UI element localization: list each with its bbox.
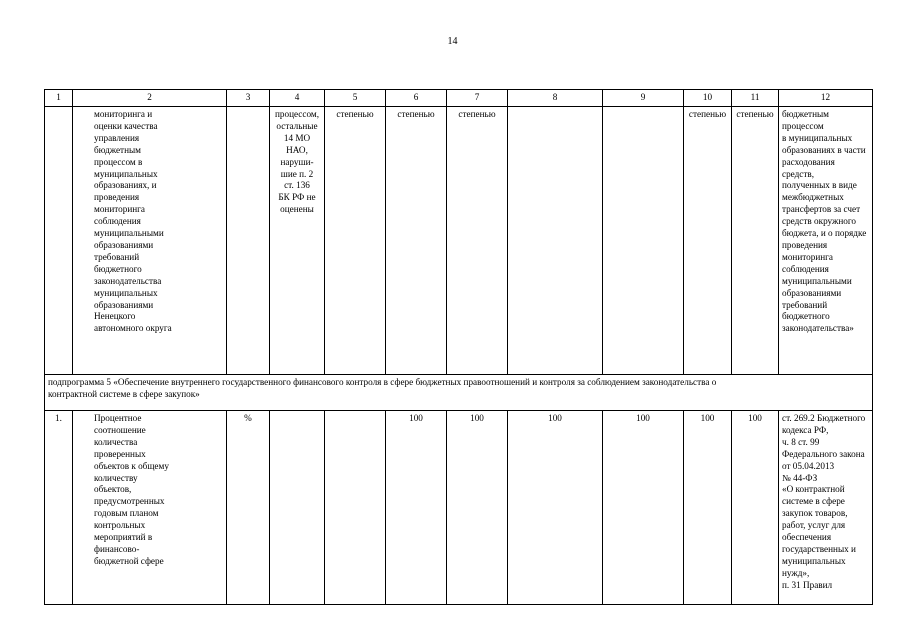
cell-col-5 xyxy=(325,411,386,605)
subprogram-5-title: подпрограмма 5 «Обеспечение внутреннего государственного финансового контроля в сфере бюджетных правоотношений и контроля за соблюдением законодательства о контрактной системе в сфере закупок» xyxy=(45,375,873,411)
header-col-5: 5 xyxy=(325,90,386,107)
header-col-8: 8 xyxy=(508,90,603,107)
header-col-4: 4 xyxy=(270,90,325,107)
cell-col-7: 100 xyxy=(447,411,508,605)
header-col-10: 10 xyxy=(684,90,732,107)
header-col-6: 6 xyxy=(386,90,447,107)
page-number: 14 xyxy=(447,36,458,47)
table-header-row xyxy=(45,90,873,107)
cell-col-4 xyxy=(270,411,325,605)
cell-col-6: 100 xyxy=(386,411,447,605)
cell-col-6: степенью xyxy=(386,107,447,375)
header-col-7: 7 xyxy=(447,90,508,107)
cell-col-11: 100 xyxy=(732,411,779,605)
cell-col-10: 100 xyxy=(684,411,732,605)
header-col-11: 11 xyxy=(732,90,779,107)
cell-number: 1. xyxy=(45,411,73,605)
cell-col-9 xyxy=(603,107,684,375)
header-col-3: 3 xyxy=(227,90,270,107)
cell-legal-basis: ст. 269.2 Бюджетного кодекса РФ, ч. 8 ст. 99 Федерального закона от 05.04.2013 № 44-ФЗ «О контрактной системе в сфере закупок товаров, работ, услуг для обеспечения государственных и муниципальных нужд», п. 31 Правил xyxy=(779,411,873,605)
table-row-continuation xyxy=(45,107,873,375)
cell-unit xyxy=(227,107,270,375)
table-row-subprogram xyxy=(45,375,873,411)
cell-col-10: степенью xyxy=(684,107,732,375)
cell-number xyxy=(45,107,73,375)
cell-legal-basis: бюджетным процессом в муниципальных образованиях в части расходования средств, полученных в виде межбюджетных трансфертов за счет средств окружного бюджета, и о порядке проведения мониторинга соблюдения муниципальными образованиями требований бюджетного законодательства» xyxy=(779,107,873,375)
cell-col-7: степенью xyxy=(447,107,508,375)
cell-unit: % xyxy=(227,411,270,605)
cell-col-8 xyxy=(508,107,603,375)
table-row-item-1 xyxy=(45,411,873,605)
cell-col-9: 100 xyxy=(603,411,684,605)
header-col-1: 1 xyxy=(45,90,73,107)
cell-col-5: степенью xyxy=(325,107,386,375)
cell-col-4: процессом, остальные 14 МО НАО, наруши- шие п. 2 ст. 136 БК РФ не оценены xyxy=(270,107,325,375)
header-col-2: 2 xyxy=(73,90,227,107)
cell-indicator-name: мониторинга и оценки качества управления бюджетным процессом в муниципальных образованиях, и проведения мониторинга соблюдения муниципальными образованиями требований бюджетного законодательства муниципальных образованиями Ненецкого автономного округа xyxy=(73,107,227,375)
cell-col-8: 100 xyxy=(508,411,603,605)
indicators-table xyxy=(44,89,873,605)
cell-indicator-name: Процентное соотношение количества проверенных объектов к общему количеству объектов, предусмотренных годовым планом контрольных мероприятий в финансово- бюджетной сфере xyxy=(73,411,227,605)
header-col-12: 12 xyxy=(779,90,873,107)
header-col-9: 9 xyxy=(603,90,684,107)
cell-col-11: степенью xyxy=(732,107,779,375)
